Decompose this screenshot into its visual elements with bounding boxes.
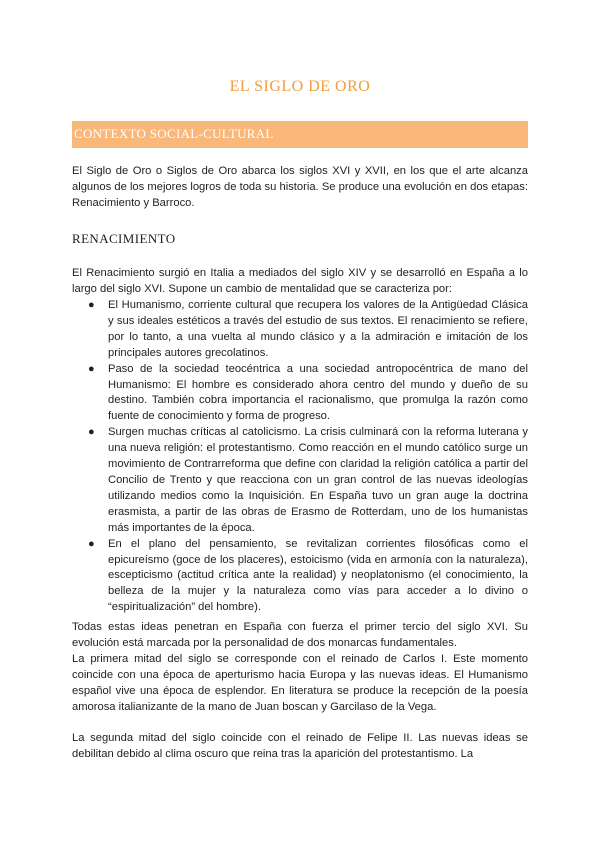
bullet-list xyxy=(72,298,528,616)
list-item-text: Surgen muchas críticas al catolicismo. La crisis culminará con la reforma luterana y una nueva religión: el protestantismo. Como reacción en el mundo católico surge un movimiento de Contrarreforma que define con claridad la religión católica a partir del Concilio de Trento y que reacciona con un gran control de las nuevas ideologías utilizando medios como la Inquisición. En España tuvo un gran auge la doctrina erasmista, a partir de las obras de Erasmo de Rotterdam, uno de los humanistas más importantes de la época. xyxy=(108,426,528,534)
renacimiento-intro-paragraph: El Renacimiento surgió en Italia a mediados del siglo XIV y se desarrolló en España a lo largo del siglo XVI. Supone un cambio de mentalidad que se caracteriza por: xyxy=(72,267,528,295)
bullet-icon: ● xyxy=(88,426,95,439)
bullet-icon: ● xyxy=(88,537,95,550)
list-item xyxy=(72,537,528,617)
bullet-icon: ● xyxy=(88,299,95,311)
page-title: EL SIGLO DE ORO xyxy=(229,78,371,95)
list-item-text: Paso de la sociedad teocéntrica a una sociedad antropocéntrica de mano del Humanismo: El hombre es considerado ahora centro del mundo y dueño de su destino. También cobra importancia el racionalismo, que promulga la razón como fuente de conocimiento y forma de progreso. xyxy=(108,362,528,423)
paragraph-espana: Todas estas ideas penetran en España con fuerza el primer tercio del siglo XVI. Su evolución está marcada por la personalidad de dos monarcas fundamentales. xyxy=(72,621,528,649)
list-item-text: En el plano del pensamiento, se revitalizan corrientes filosóficas como el epicureísmo (goce de los placeres), estoicismo (vida en armonía con la naturaleza), escepticismo (actitud crítica ante la realidad) y neoplatonismo (el conocimiento, la belleza de la mujer y la naturaleza como vías para acceder a lo divino o “espiritualización” del hombre). xyxy=(108,537,528,614)
list-item xyxy=(72,298,528,362)
list-item-text: El Humanismo, corriente cultural que recupera los valores de la Antigüedad Clásica y sus ideales estéticos a través del estudio de sus textos. El renacimiento se refiere, por lo tanto, a una vuelta al mundo clásico y a la admiración e imitación de los principales autores grecolatinos. xyxy=(108,299,528,359)
bullet-icon: ● xyxy=(88,362,95,375)
subheading-renacimiento: RENACIMIENTO xyxy=(72,231,176,246)
section-header-bar xyxy=(72,121,528,148)
section-header-text: CONTEXTO SOCIAL-CULTURAL xyxy=(74,126,274,141)
list-item xyxy=(72,362,528,426)
paragraph-felipe: La segunda mitad del siglo coincide con el reinado de Felipe II. Las nuevas ideas se debilitan debido al clima oscuro que reina tras la aparición del protestantismo. La xyxy=(72,732,528,760)
intro-paragraph: El Siglo de Oro o Siglos de Oro abarca los siglos XVI y XVII, en los que el arte alcanza algunos de los mejores logros de toda su historia. Se produce una evolución en dos etapas: Renacimiento y Barroco. xyxy=(72,165,528,209)
list-item xyxy=(72,425,528,536)
paragraph-carlos: La primera mitad del siglo se corresponde con el reinado de Carlos I. Este momento coincide con una época de aperturismo hacia Europa y las nuevas ideas. El Humanismo español vive una época de esplendor. En literatura se produce la recepción de la poesía amorosa italianizante de la mano de Juan boscan y Garcilaso de la Vega. xyxy=(72,653,528,713)
